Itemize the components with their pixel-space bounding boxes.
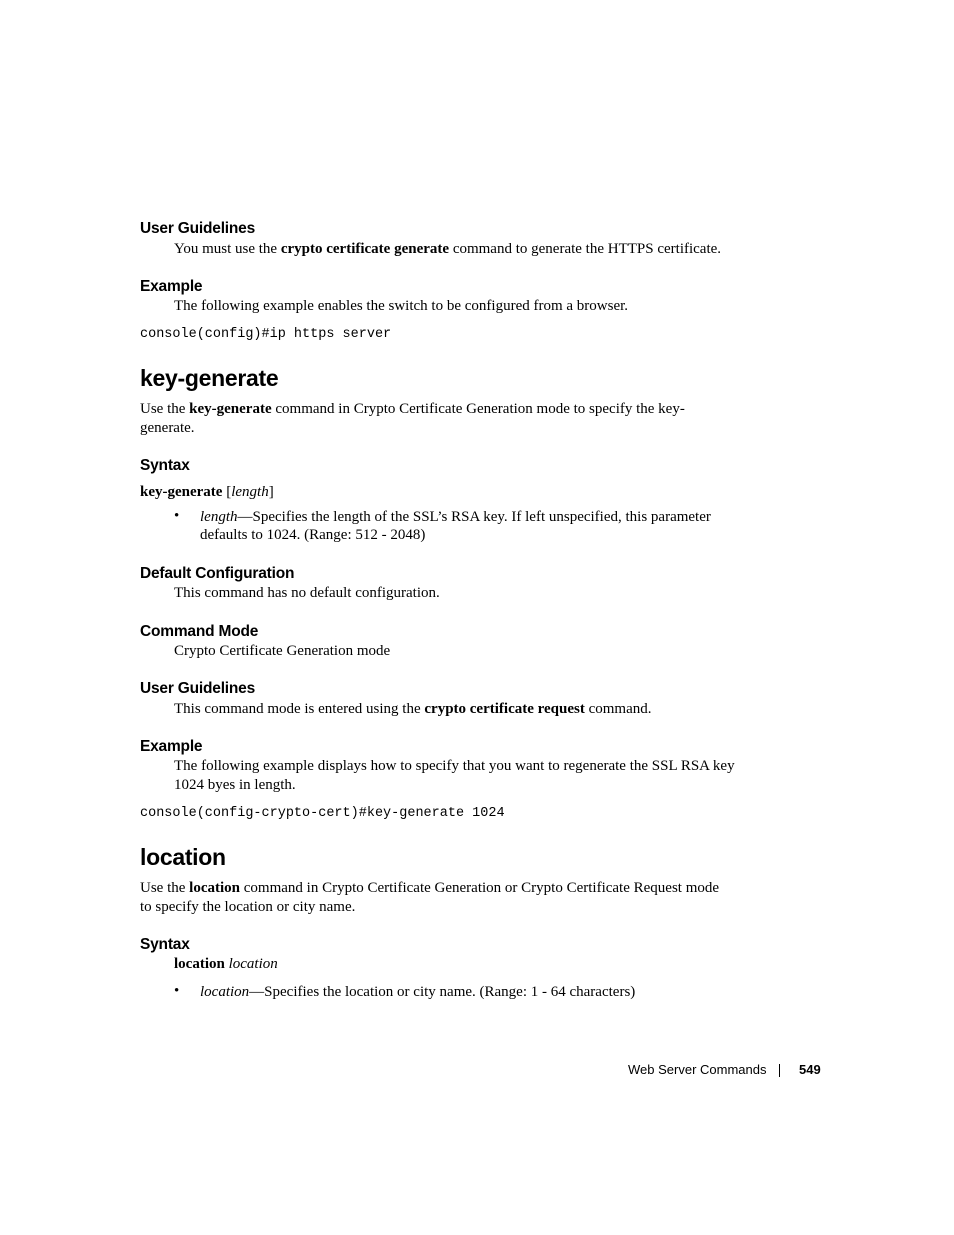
key-generate-description-line2: generate. — [140, 420, 195, 436]
command-mode-heading: Command Mode — [140, 623, 259, 640]
syntax-heading: Syntax — [140, 457, 190, 474]
syntax-heading: Syntax — [140, 936, 190, 953]
example-heading: Example — [140, 738, 203, 755]
location-description: Use the location command in Crypto Certificate Generation or Crypto Certificate Request mode — [140, 880, 720, 896]
syntax-line: location location — [174, 956, 278, 972]
param-description: length—Specifies the length of the SSL’s RSA key. If left unspecified, this parameter — [200, 509, 711, 525]
footer-chapter-title: Web Server Commands — [628, 1062, 767, 1077]
footer-separator — [779, 1064, 780, 1077]
bullet: • — [174, 983, 180, 999]
param-description: location—Specifies the location or city name. (Range: 1 - 64 characters) — [200, 984, 636, 1000]
param-description-line2: defaults to 1024. (Range: 512 - 2048) — [200, 527, 426, 543]
command-mode-text: Crypto Certificate Generation mode — [174, 643, 391, 659]
default-configuration-heading: Default Configuration — [140, 565, 295, 582]
example-text: The following example enables the switch to be configured from a browser. — [174, 298, 629, 314]
example-text-line2: 1024 byes in length. — [174, 777, 296, 793]
default-configuration-text: This command has no default configuration. — [174, 585, 440, 601]
user-guidelines-heading: User Guidelines — [140, 220, 256, 237]
user-guidelines-heading: User Guidelines — [140, 680, 256, 697]
example-code: console(config-crypto-cert)#key-generate 1024 — [140, 806, 505, 821]
command-name: crypto certificate generate — [280, 241, 450, 257]
user-guidelines-text: This command mode is entered using the crypto certificate request command. — [174, 701, 652, 717]
syntax-line: key-generate [length] — [140, 484, 274, 500]
user-guidelines-text: You must use the crypto certificate generate command to generate the HTTPS certificate. — [174, 241, 722, 257]
section-title-location: location — [140, 844, 226, 870]
example-code: console(config)#ip https server — [140, 327, 392, 342]
section-title-key-generate: key-generate — [140, 365, 279, 391]
page-number: 549 — [799, 1062, 821, 1077]
key-generate-description: Use the key-generate command in Crypto Certificate Generation mode to specify the key- — [140, 401, 685, 417]
bullet: • — [174, 508, 180, 524]
example-text: The following example displays how to specify that you want to regenerate the SSL RSA key — [174, 758, 735, 774]
location-description-line2: to specify the location or city name. — [140, 899, 356, 915]
example-heading: Example — [140, 278, 203, 295]
